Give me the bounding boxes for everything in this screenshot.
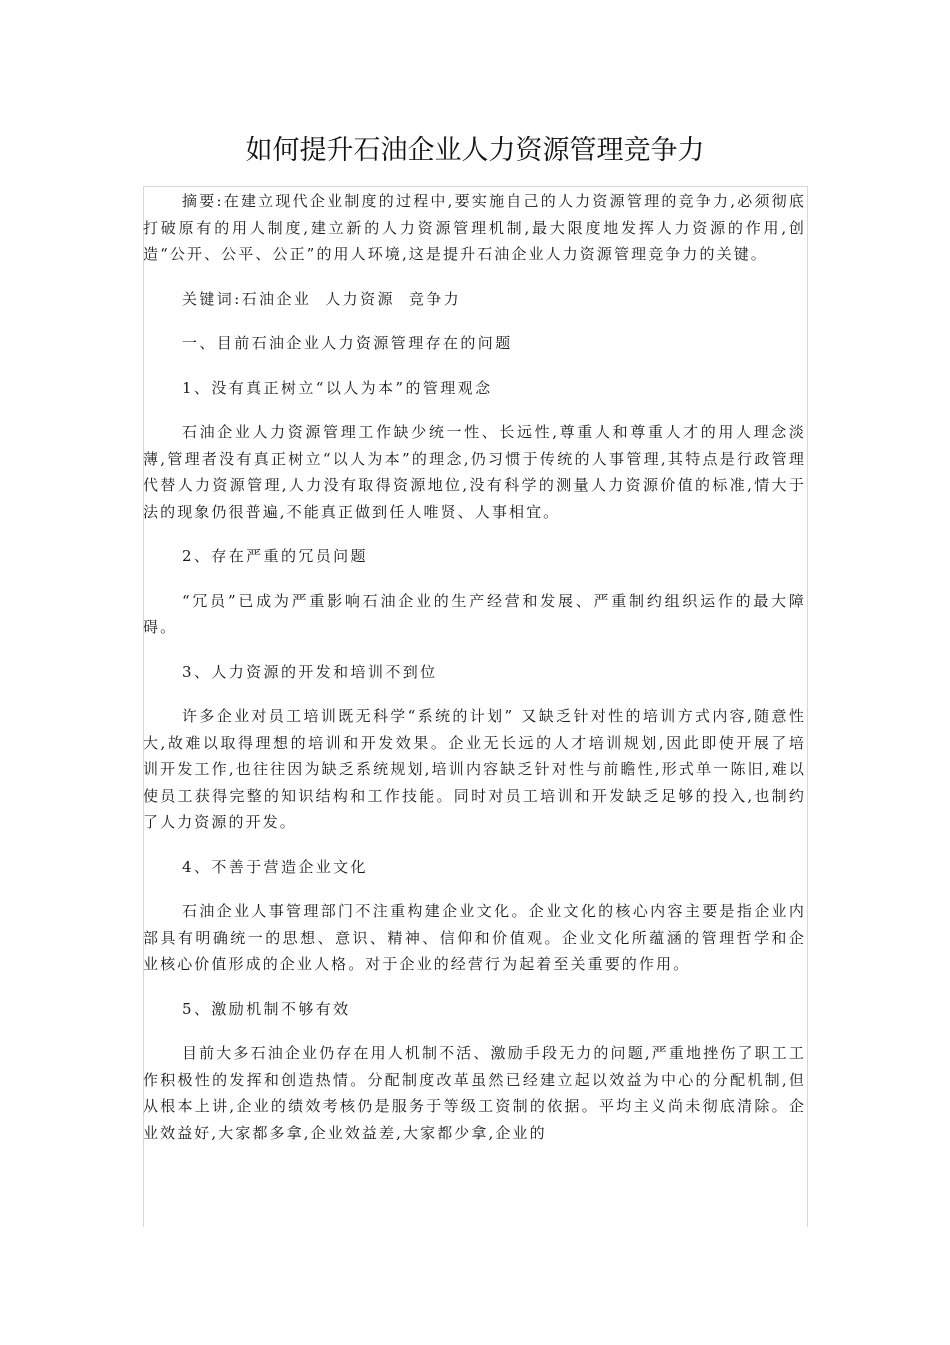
spacer	[143, 836, 806, 854]
subsection-body-3: 许多企业对员工培训既无科学“系统的计划” 又缺乏针对性的培训方式内容,随意性大,故难以取得理想的培训和开发效果。企业无长远的人才培训规划,因此即使开展了培训开发工作,也往往因为缺乏系统规划,培训内容缺乏针对性与前瞻性,形式单一陈旧,难以使员工获得完整的知识结构和工作技能。同时对员工培训和开发缺乏足够的投入,也制约了人力资源的开发。	[143, 707, 806, 831]
spacer	[143, 357, 806, 375]
keywords-line	[143, 286, 806, 313]
spacer	[143, 570, 806, 588]
spacer	[143, 1022, 806, 1040]
subsection-body-1: 石油企业人力资源管理工作缺少统一性、长远性,尊重人和尊重人才的用人理念淡薄,管理者没有真正树立“以人为本”的理念,仍习惯于传统的人事管理,其特点是行政管理代替人力资源管理,人力没有取得资源地位,没有科学的测量人力资源价值的标准,情大于法的现象仍很普遍,不能真正做到任人唯贤、人事相宜。	[143, 423, 806, 521]
subsection-heading-1: 1、没有真正树立“以人为本”的管理观念	[182, 378, 493, 397]
spacer	[143, 978, 806, 996]
keywords-label: 关键词:	[182, 289, 242, 308]
spacer	[143, 685, 806, 703]
abstract-paragraph: 摘要:在建立现代企业制度的过程中,要实施自己的人力资源管理的竞争力,必须彻底打破原有的用人制度,建立新的人力资源管理机制,最大限度地发挥人力资源的作用,创造“公开、公平、公正”的用人环境,这是提升石油企业人力资源管理竞争力的关键。	[143, 192, 806, 263]
subsection-body-4: 石油企业人事管理部门不注重构建企业文化。企业文化的核心内容主要是指企业内部具有明确统一的思想、意识、精神、信仰和价值观。企业文化所蕴涵的管理哲学和企业核心价值形成的企业人格。对于企业的经营行为起着至关重要的作用。	[143, 902, 806, 973]
keyword-item: 人力资源	[325, 289, 395, 308]
spacer	[143, 880, 806, 898]
subsection-body-2: “冗员”已成为严重影响石油企业的生产经营和发展、严重制约组织运作的最大障碍。	[143, 591, 806, 636]
spacer	[143, 525, 806, 543]
subsection-heading-5: 5、激励机制不够有效	[182, 999, 351, 1018]
spacer	[143, 401, 806, 419]
subsection-heading-4: 4、不善于营造企业文化	[182, 857, 368, 876]
spacer	[143, 641, 806, 659]
subsection-body-5: 目前大多石油企业仍存在用人机制不活、激励手段无力的问题,严重地挫伤了职工工作积极性的发挥和创造热情。分配制度改革虽然已经建立起以效益为中心的分配机制,但从根本上讲,企业的绩效考核仍是服务于等级工资制的依据。平均主义尚未彻底清除。企业效益好,大家都多拿,企业效益差,大家都少拿,企业的	[143, 1044, 806, 1142]
subsection-heading-3: 3、人力资源的开发和培训不到位	[182, 662, 438, 681]
keyword-item: 石油企业	[241, 289, 312, 308]
document-body	[143, 188, 806, 1146]
spacer	[143, 312, 806, 330]
section-heading: 一、目前石油企业人力资源管理存在的问题	[182, 334, 513, 352]
spacer	[143, 268, 806, 286]
keyword-item: 竞争力	[408, 289, 462, 308]
subsection-heading-2: 2、存在严重的冗员问题	[182, 547, 368, 565]
document-title: 如何提升石油企业人力资源管理竞争力	[245, 135, 705, 166]
